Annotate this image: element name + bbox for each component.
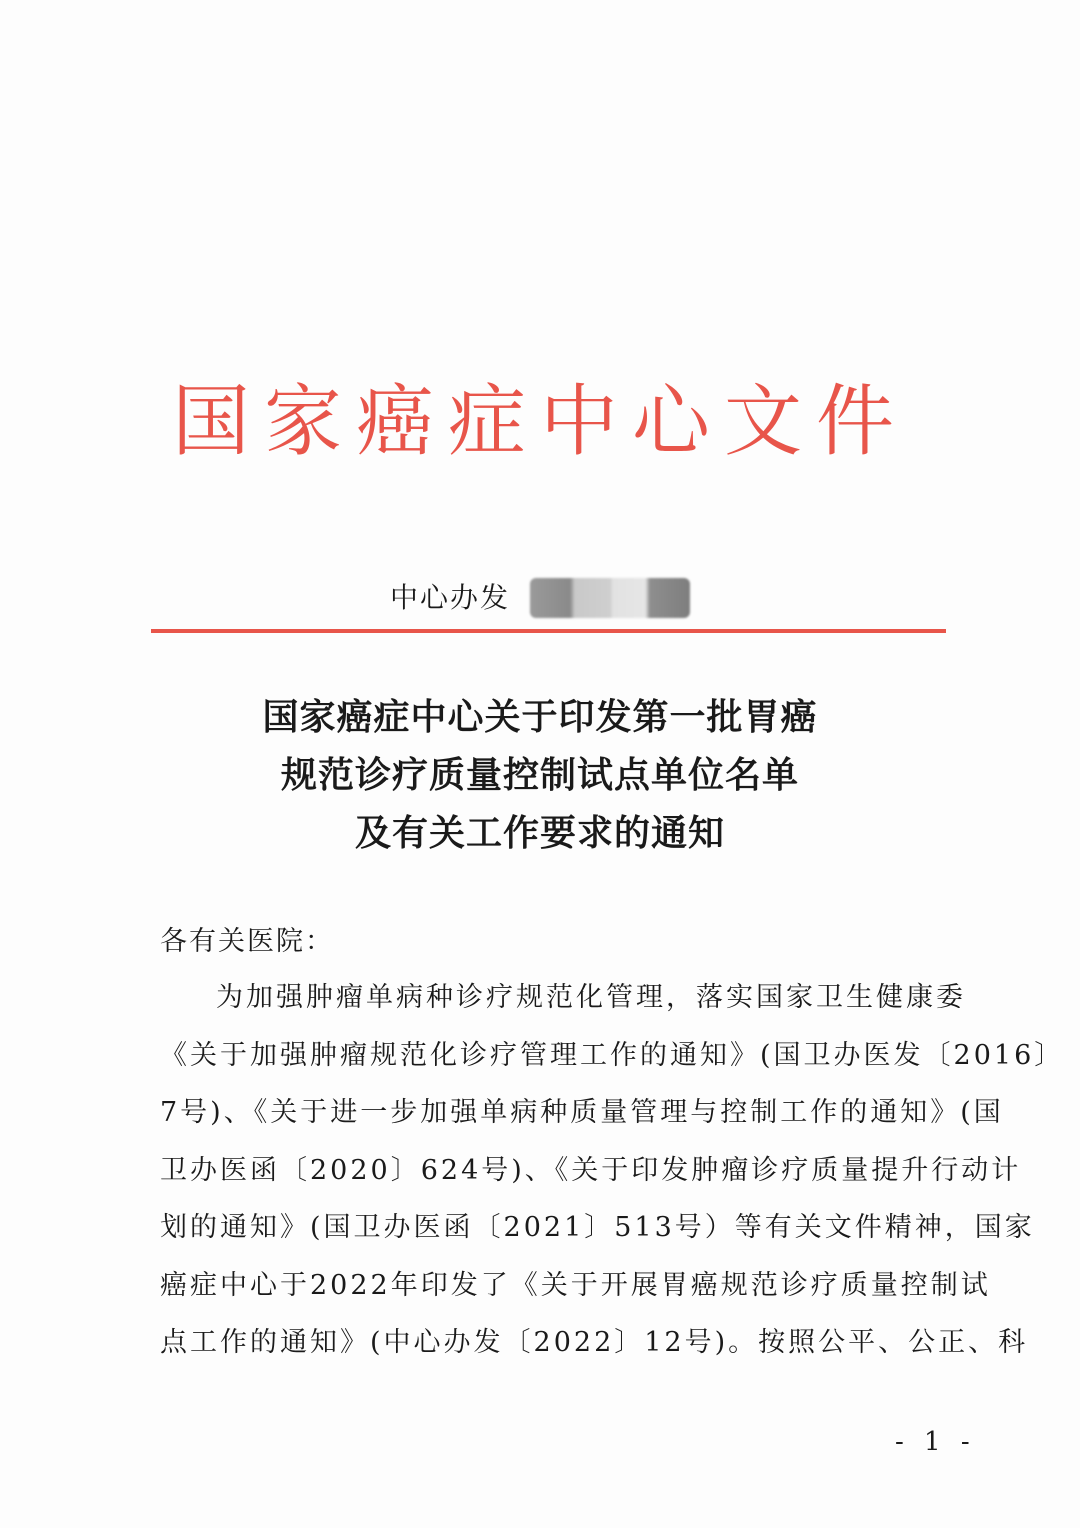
document-number-row — [0, 574, 1080, 620]
red-separator-line — [151, 629, 946, 633]
body-line: 为加强肿瘤单病种诊疗规范化管理，落实国家卫生健康委 — [216, 982, 966, 1013]
redacted-document-number — [530, 578, 690, 618]
title-line-1: 国家癌症中心关于印发第一批胃癌 — [262, 696, 818, 738]
body-paragraph — [160, 978, 1065, 1381]
notice-title — [0, 688, 1080, 862]
title-line-2: 规范诊疗质量控制试点单位名单 — [280, 754, 799, 796]
body-line: 划的通知》(国卫办医函〔2021〕513号）等有关文件精神，国家 — [160, 1212, 1035, 1243]
document-number-label: 中心办发 — [389, 580, 510, 614]
body-line: 7号)、《关于进一步加强单病种质量管理与控制工作的通知》(国 — [160, 1097, 1004, 1128]
body-line: 《关于加强肿瘤规范化诊疗管理工作的通知》(国卫办医发〔2016〕 — [160, 1039, 1065, 1071]
body-line: 卫办医函〔2020〕624号)、《关于印发肿瘤诊疗质量提升行动计 — [160, 1154, 1022, 1186]
title-line-3: 及有关工作要求的通知 — [354, 812, 725, 854]
body-line: 癌症中心于2022年印发了《关于开展胃癌规范诊疗质量控制试 — [160, 1269, 991, 1301]
salutation: 各有关医院： — [160, 926, 334, 957]
body-line: 点工作的通知》(中心办发〔2022〕12号)。按照公平、公正、科 — [160, 1327, 1029, 1358]
page-number: - 1 - — [895, 1427, 976, 1457]
masthead-title: 国家癌症中心文件 — [171, 377, 908, 467]
